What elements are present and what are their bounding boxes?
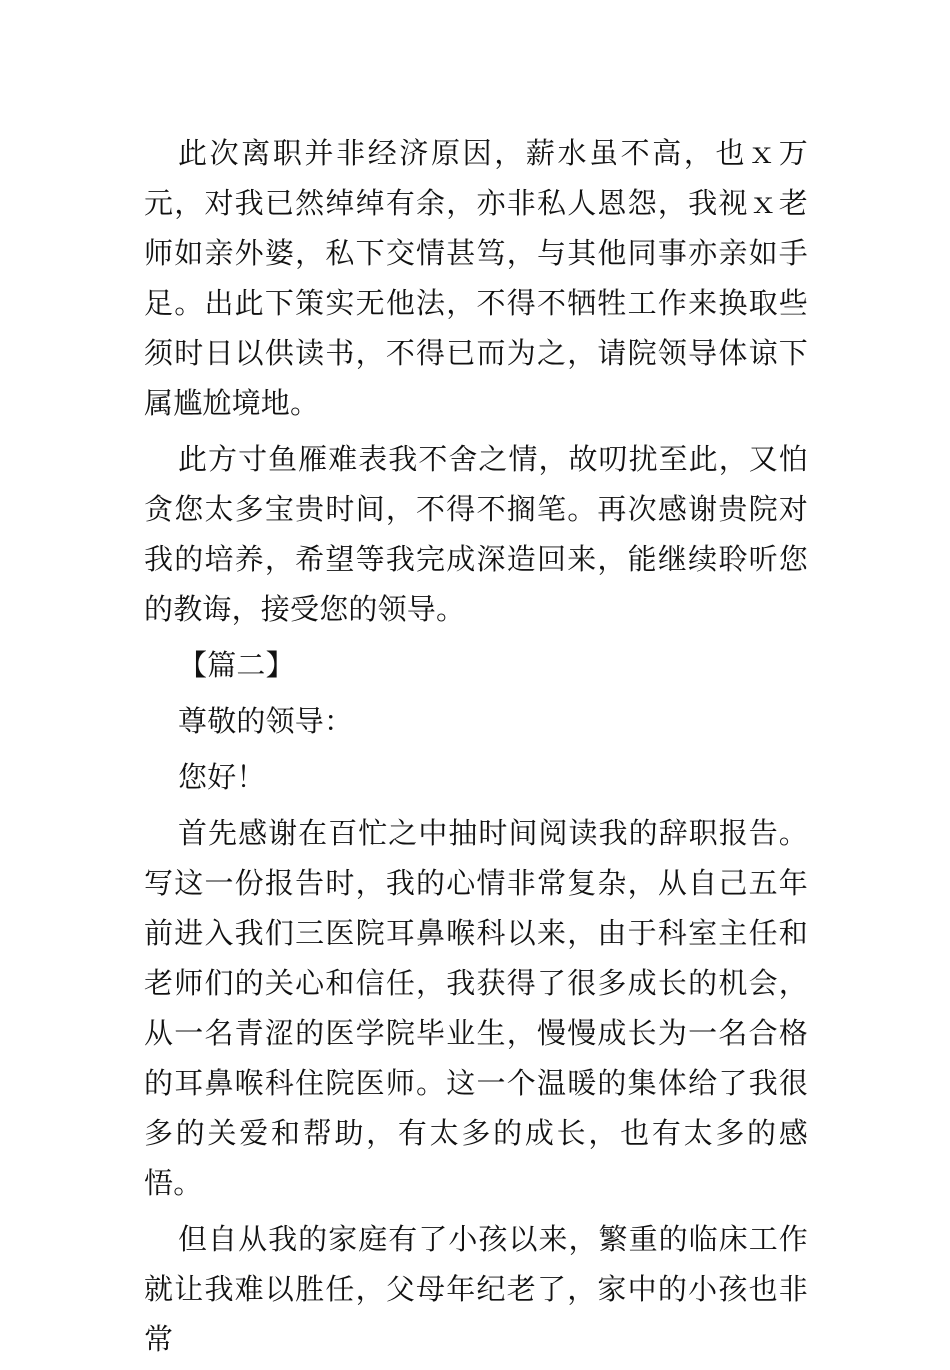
document-body <box>144 128 808 1370</box>
paragraph-family: 但自从我的家庭有了小孩以来，繁重的临床工作就让我难以胜任，父母年纪老了，家中的小孩也非常 <box>144 1222 808 1356</box>
salutation: 尊敬的领导： <box>178 704 354 738</box>
paragraph-farewell: 此方寸鱼雁难表我不舍之情，故叨扰至此，又怕贪您太多宝贵时间，不得不搁笔。再次感谢贵院对我的培养，希望等我完成深造回来，能继续聆听您的教诲，接受您的领导。 <box>144 442 808 626</box>
paragraph-gratitude: 首先感谢在百忙之中抽时间阅读我的辞职报告。写这一份报告时，我的心情非常复杂，从自己五年前进入我们三医院耳鼻喉科以来，由于科室主任和老师们的关心和信任，我获得了很多成长的机会，从一名青涩的医学院毕业生，慢慢成长为一名合格的耳鼻喉科住院医师。这一个温暖的集体给了我很多的关爱和帮助，有太多的成长，也有太多的感悟。 <box>144 816 808 1200</box>
section-heading: 【篇二】 <box>178 648 295 682</box>
paragraph-reasons: 此次离职并非经济原因，薪水虽不高，也ｘ万元，对我已然绰绰有余，亦非私人恩怨，我视ｘ老师如亲外婆，私下交情甚笃，与其他同事亦亲如手足。出此下策实无他法，不得不牺牲工作来换取些须时日以供读书，不得已而为之，请院领导体谅下属尴尬境地。 <box>144 136 808 420</box>
greeting: 您好！ <box>178 760 266 794</box>
